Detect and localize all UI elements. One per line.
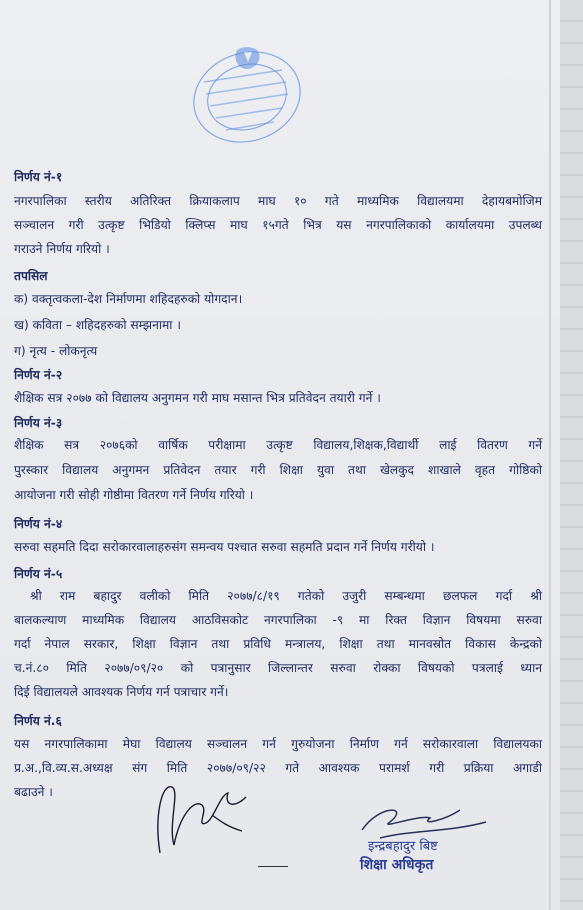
page-binding-edge [560, 0, 583, 910]
body-line: श्री राम बहादुर वलीको मिति २०७७/८/१९ गतेको उजुरी सम्बन्धमा छलफल गर्दा श्री [30, 589, 542, 603]
body-line: दिई विद्यालयले आवश्यक निर्णय गर्न पत्राचार गर्ने। [14, 685, 229, 699]
annex-heading: तपसिल [14, 269, 48, 283]
body-line: सञ्चालन गरी उत्कृष्ट भिडियो क्लिप्स माघ १५गते भित्र यस नगरपालिकाको कार्यालयमा उपलब्ध [14, 218, 542, 232]
footer-mark [258, 866, 288, 867]
decision-heading-1: निर्णय नं-१ [14, 170, 63, 184]
body-line: शैक्षिक सत्र २०७६को वार्षिक परीक्षामा उत्कृष्ट विद्यालय,शिक्षक,विद्यार्थी लाई वितरण गर्ने [14, 438, 542, 452]
annex-item: क) वक्तृत्वकला-देश निर्माणमा शहिदहरुको योगदान। [14, 292, 243, 306]
decision-heading-2: निर्णय नं-२ [14, 368, 63, 382]
signatory-name: इन्द्रबहादुर बिष्ट [368, 839, 438, 854]
body-line: यस नगरपालिकामा मेघा विद्यालय सञ्चालन गर्न गुरुयोजना निर्माण गर्न सरोकारवाला विद्यालयका [14, 737, 542, 751]
body-line: बढाउने । [14, 785, 53, 799]
body-line: आयोजना गरी सोही गोष्ठीमा वितरण गर्ने निर्णय गरियो । [14, 488, 254, 502]
decision-heading-4: निर्णय नं-४ [14, 517, 63, 531]
body-line: सरुवा सहमति दिदा सरोकारवालाहरुसंग समन्वय पश्चात सरुवा सहमति प्रदान गर्ने निर्णय गरीयो । [14, 540, 435, 554]
signatory-title: शिक्षा अधिकृत [360, 857, 434, 873]
decision-heading-5: निर्णय नं-५ [14, 567, 63, 581]
body-line: प्र.अ.,वि.व्य.स.अध्यक्ष संग मिति २०७७/०९/२२ गते आवश्यक परामर्श गरी प्रक्रिया अगाडी [14, 761, 542, 775]
body-line: नगरपालिका स्तरीय अतिरिक्त क्रियाकलाप माघ १० गते माध्यमिक विद्यालयमा देहायबमोजिम [14, 194, 542, 208]
body-line: गराउने निर्णय गरियो । [14, 242, 110, 256]
member-signature [150, 775, 260, 865]
decision-heading-3: निर्णय नं-३ [14, 416, 63, 430]
body-line: च.नं.८० मिति २०७७/०९/२० को पत्रानुसार जिल्लान्तर सरुवा रोक्का विषयको पत्रलाई ध्यान [14, 661, 542, 675]
body-line: बालकल्याण माध्यमिक विद्यालय आठविसकोट नगरपालिका -९ मा रिक्त विज्ञान विषयमा सरुवा [14, 613, 542, 627]
office-seal-stamp [182, 42, 312, 152]
body-line: पुरस्कार विद्यालय अनुगमन प्रतिवेदन तयार गरी शिक्षा युवा तथा खेलकुद शाखाले वृहत गोष्ठिको [14, 463, 542, 477]
annex-item: ग) नृत्य - लोकनृत्य [14, 344, 98, 358]
body-line: गर्दा नेपाल सरकार, शिक्षा विज्ञान तथा प्रविधि मन्त्रालय, शिक्षा तथा मानवस्रोत विकास केन्द्रको [14, 637, 542, 651]
body-line: शैक्षिक सत्र २०७७ को विद्यालय अनुगमन गरी माघ मसान्त भित्र प्रतिवेदन तयारी गर्ने । [14, 391, 381, 405]
page-margin-line [549, 0, 551, 910]
decision-heading-6: निर्णय नं.६ [14, 714, 62, 728]
annex-item: ख) कविता – शहिदहरुको सम्झनामा । [14, 318, 181, 332]
